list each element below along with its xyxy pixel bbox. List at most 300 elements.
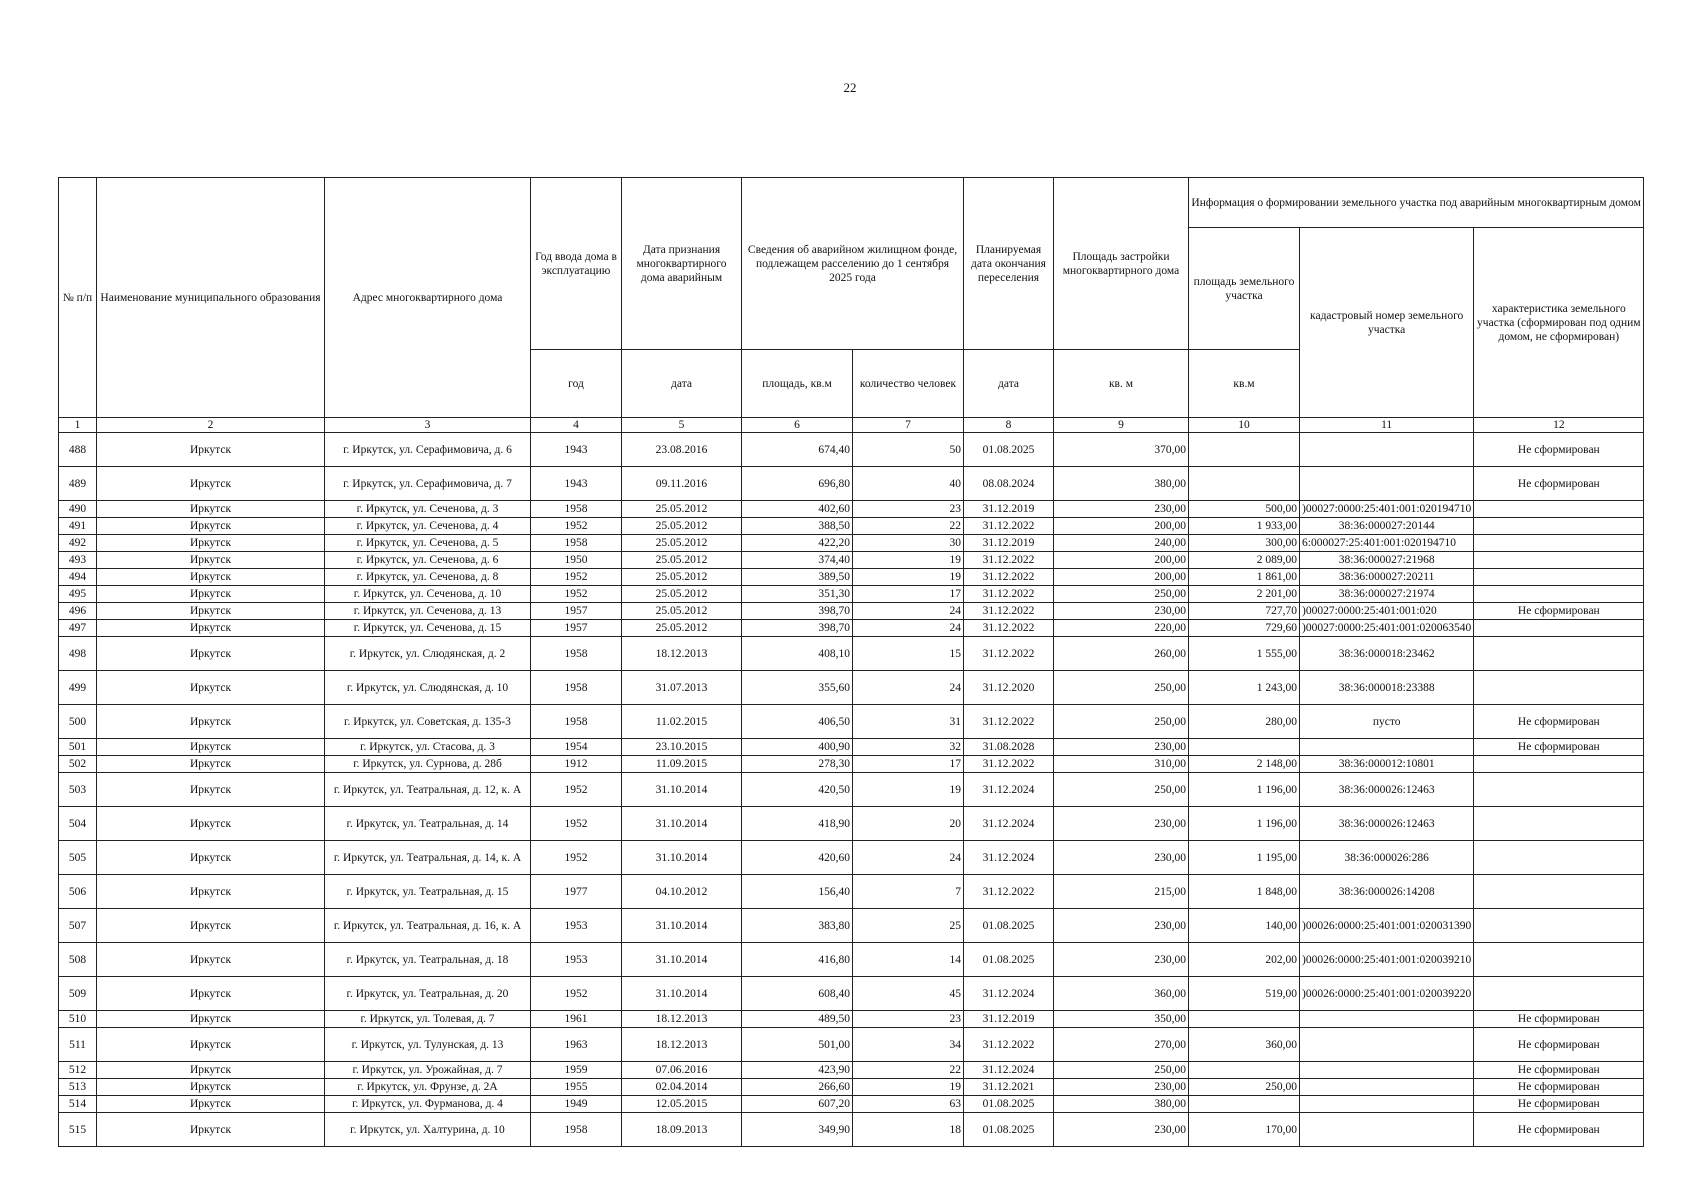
row-number: 510 (59, 1011, 97, 1028)
cadastral-number-text: )00027:0000:25:401:001:020 (1302, 605, 1437, 617)
build-area-cell: 380,00 (1054, 467, 1189, 501)
people-count-cell: 23 (853, 1011, 964, 1028)
date-recognized-cell: 25.05.2012 (622, 586, 742, 603)
cadastral-number-text: )00026:0000:25:401:001:020031390 (1302, 919, 1472, 932)
header-unit-date: дата (622, 350, 742, 418)
row-number: 512 (59, 1062, 97, 1079)
row-number: 488 (59, 433, 97, 467)
date-recognized-cell: 25.05.2012 (622, 535, 742, 552)
table-row (59, 875, 1644, 909)
date-recognized-cell: 25.05.2012 (622, 620, 742, 637)
people-count-cell: 22 (853, 518, 964, 535)
address-cell: г. Иркутск, ул. Серафимовича, д. 6 (325, 433, 531, 467)
address-cell: г. Иркутск, ул. Советская, д. 135-3 (325, 705, 531, 739)
cadastral-number-cell (1300, 467, 1474, 501)
planned-date-cell: 31.12.2022 (964, 875, 1054, 909)
land-area-cell: 519,00 (1189, 977, 1300, 1011)
municipality-cell: Иркутск (97, 1096, 325, 1113)
row-number: 509 (59, 977, 97, 1011)
year-built-cell: 1952 (531, 807, 622, 841)
build-area-cell: 260,00 (1054, 637, 1189, 671)
land-characteristic-cell (1474, 841, 1644, 875)
cadastral-number-cell (1300, 535, 1474, 552)
header-no: № п/п (59, 178, 97, 418)
row-number: 503 (59, 773, 97, 807)
area-cell: 402,60 (742, 501, 853, 518)
cadastral-number-cell (1300, 603, 1474, 620)
table-row (59, 1096, 1644, 1113)
people-count-cell: 40 (853, 467, 964, 501)
year-built-cell: 1952 (531, 586, 622, 603)
people-count-cell: 24 (853, 603, 964, 620)
cadastral-number-cell (1300, 1062, 1474, 1079)
header-address: Адрес многоквартирного дома (325, 178, 531, 418)
table-row (59, 671, 1644, 705)
build-area-cell: 230,00 (1054, 739, 1189, 756)
land-area-cell (1189, 433, 1300, 467)
municipality-cell: Иркутск (97, 705, 325, 739)
planned-date-cell: 08.08.2024 (964, 467, 1054, 501)
address-cell: г. Иркутск, ул. Сеченова, д. 3 (325, 501, 531, 518)
row-number: 490 (59, 501, 97, 518)
planned-date-cell: 31.12.2022 (964, 586, 1054, 603)
year-built-cell: 1958 (531, 671, 622, 705)
header-unit-land-sqm: кв.м (1189, 350, 1300, 418)
build-area-cell: 380,00 (1054, 1096, 1189, 1113)
area-cell: 383,80 (742, 909, 853, 943)
table-row (59, 501, 1644, 518)
date-recognized-cell: 18.12.2013 (622, 1011, 742, 1028)
cadastral-number-cell: 38:36:000027:21974 (1300, 586, 1474, 603)
land-characteristic-cell: Не сформирован (1474, 1113, 1644, 1147)
municipality-cell: Иркутск (97, 841, 325, 875)
planned-date-cell: 31.12.2022 (964, 637, 1054, 671)
land-characteristic-cell (1474, 620, 1644, 637)
land-characteristic-cell: Не сформирован (1474, 739, 1644, 756)
planned-date-cell: 31.12.2020 (964, 671, 1054, 705)
column-number: 7 (853, 418, 964, 433)
cadastral-number-cell: 38:36:000026:14208 (1300, 875, 1474, 909)
year-built-cell: 1955 (531, 1079, 622, 1096)
people-count-cell: 17 (853, 756, 964, 773)
build-area-cell: 230,00 (1054, 1113, 1189, 1147)
planned-date-cell: 31.12.2022 (964, 620, 1054, 637)
people-count-cell: 32 (853, 739, 964, 756)
people-count-cell: 17 (853, 586, 964, 603)
municipality-cell: Иркутск (97, 1011, 325, 1028)
address-cell: г. Иркутск, ул. Халтурина, д. 10 (325, 1113, 531, 1147)
date-recognized-cell: 25.05.2012 (622, 569, 742, 586)
people-count-cell: 15 (853, 637, 964, 671)
build-area-cell: 270,00 (1054, 1028, 1189, 1062)
planned-date-cell: 31.12.2019 (964, 1011, 1054, 1028)
date-recognized-cell: 31.10.2014 (622, 807, 742, 841)
column-number: 5 (622, 418, 742, 433)
land-area-cell: 1 195,00 (1189, 841, 1300, 875)
table-row (59, 943, 1644, 977)
row-number: 500 (59, 705, 97, 739)
date-recognized-cell: 25.05.2012 (622, 501, 742, 518)
year-built-cell: 1952 (531, 773, 622, 807)
area-cell: 674,40 (742, 433, 853, 467)
year-built-cell: 1943 (531, 433, 622, 467)
area-cell: 423,90 (742, 1062, 853, 1079)
planned-date-cell: 01.08.2025 (964, 433, 1054, 467)
municipality-cell: Иркутск (97, 773, 325, 807)
build-area-cell: 350,00 (1054, 1011, 1189, 1028)
date-recognized-cell: 18.09.2013 (622, 1113, 742, 1147)
year-built-cell: 1912 (531, 756, 622, 773)
address-cell: г. Иркутск, ул. Сеченова, д. 6 (325, 552, 531, 569)
land-area-cell: 250,00 (1189, 1079, 1300, 1096)
land-area-cell: 1 933,00 (1189, 518, 1300, 535)
header-unit-year: год (531, 350, 622, 418)
area-cell: 608,40 (742, 977, 853, 1011)
cadastral-number-text: 6:000027:25:401:001:020194710 (1302, 537, 1456, 549)
planned-date-cell: 31.08.2028 (964, 739, 1054, 756)
row-number: 495 (59, 586, 97, 603)
year-built-cell: 1953 (531, 909, 622, 943)
address-cell: г. Иркутск, ул. Фурманова, д. 4 (325, 1096, 531, 1113)
address-cell: г. Иркутск, ул. Толевая, д. 7 (325, 1011, 531, 1028)
address-cell: г. Иркутск, ул. Сеченова, д. 10 (325, 586, 531, 603)
header-land-char: характеристика земельного участка (сформирован под одним домом, не сформирован) (1474, 228, 1644, 418)
date-recognized-cell: 31.10.2014 (622, 943, 742, 977)
area-cell: 398,70 (742, 620, 853, 637)
land-characteristic-cell: Не сформирован (1474, 1062, 1644, 1079)
date-recognized-cell: 31.10.2014 (622, 977, 742, 1011)
planned-date-cell: 31.12.2022 (964, 569, 1054, 586)
build-area-cell: 250,00 (1054, 773, 1189, 807)
cadastral-number-cell (1300, 1079, 1474, 1096)
build-area-cell: 250,00 (1054, 671, 1189, 705)
land-characteristic-cell (1474, 586, 1644, 603)
date-recognized-cell: 02.04.2014 (622, 1079, 742, 1096)
cadastral-number-text: )00027:0000:25:401:001:020194710 (1302, 503, 1472, 515)
planned-date-cell: 31.12.2022 (964, 552, 1054, 569)
address-cell: г. Иркутск, ул. Театральная, д. 16, к. А (325, 909, 531, 943)
emergency-housing-table (58, 177, 1644, 1147)
municipality-cell: Иркутск (97, 552, 325, 569)
address-cell: г. Иркутск, ул. Стасова, д. 3 (325, 739, 531, 756)
build-area-cell: 230,00 (1054, 807, 1189, 841)
page-number: 22 (843, 80, 857, 95)
land-area-cell: 300,00 (1189, 535, 1300, 552)
row-number: 502 (59, 756, 97, 773)
area-cell: 607,20 (742, 1096, 853, 1113)
header-build-area: Площадь застройки многоквартирного дома (1054, 178, 1189, 350)
table-row (59, 467, 1644, 501)
people-count-cell: 23 (853, 501, 964, 518)
year-built-cell: 1952 (531, 518, 622, 535)
column-number: 3 (325, 418, 531, 433)
build-area-cell: 230,00 (1054, 603, 1189, 620)
planned-date-cell: 01.08.2025 (964, 943, 1054, 977)
land-characteristic-cell: Не сформирован (1474, 1079, 1644, 1096)
year-built-cell: 1943 (531, 467, 622, 501)
land-characteristic-cell (1474, 909, 1644, 943)
land-area-cell: 500,00 (1189, 501, 1300, 518)
municipality-cell: Иркутск (97, 467, 325, 501)
planned-date-cell: 31.12.2022 (964, 756, 1054, 773)
address-cell: г. Иркутск, ул. Театральная, д. 20 (325, 977, 531, 1011)
planned-date-cell: 31.12.2024 (964, 977, 1054, 1011)
land-characteristic-cell (1474, 807, 1644, 841)
cadastral-number-cell: пусто (1300, 705, 1474, 739)
municipality-cell: Иркутск (97, 807, 325, 841)
table-row (59, 552, 1644, 569)
people-count-cell: 19 (853, 1079, 964, 1096)
build-area-cell: 230,00 (1054, 909, 1189, 943)
row-number: 514 (59, 1096, 97, 1113)
area-cell: 406,50 (742, 705, 853, 739)
header-date-recognized: Дата признания многоквартирного дома аварийным (622, 178, 742, 350)
header-unit-people: количество человек (853, 350, 964, 418)
build-area-cell: 230,00 (1054, 501, 1189, 518)
municipality-cell: Иркутск (97, 433, 325, 467)
year-built-cell: 1957 (531, 620, 622, 637)
land-area-cell: 360,00 (1189, 1028, 1300, 1062)
cadastral-number-cell (1300, 1028, 1474, 1062)
column-number: 12 (1474, 418, 1644, 433)
people-count-cell: 45 (853, 977, 964, 1011)
area-cell: 398,70 (742, 603, 853, 620)
people-count-cell: 63 (853, 1096, 964, 1113)
people-count-cell: 24 (853, 671, 964, 705)
planned-date-cell: 31.12.2024 (964, 807, 1054, 841)
header-fund-info: Сведения об аварийном жилищном фонде, подлежащем расселению до 1 сентября 2025 года (742, 178, 964, 350)
land-characteristic-cell: Не сформирован (1474, 1028, 1644, 1062)
build-area-cell: 200,00 (1054, 569, 1189, 586)
land-area-cell (1189, 739, 1300, 756)
planned-date-cell: 31.12.2024 (964, 1062, 1054, 1079)
cadastral-number-cell: 38:36:000026:12463 (1300, 807, 1474, 841)
area-cell: 418,90 (742, 807, 853, 841)
people-count-cell: 31 (853, 705, 964, 739)
municipality-cell: Иркутск (97, 756, 325, 773)
table-row (59, 518, 1644, 535)
address-cell: г. Иркутск, ул. Театральная, д. 14, к. А (325, 841, 531, 875)
date-recognized-cell: 23.08.2016 (622, 433, 742, 467)
land-area-cell (1189, 1011, 1300, 1028)
header-year-built: Год ввода дома в эксплуатацию (531, 178, 622, 350)
planned-date-cell: 31.12.2022 (964, 705, 1054, 739)
table-row (59, 1062, 1644, 1079)
land-characteristic-cell (1474, 569, 1644, 586)
area-cell: 696,80 (742, 467, 853, 501)
municipality-cell: Иркутск (97, 875, 325, 909)
header-land-info: Информация о формировании земельного участка под аварийным многоквартирным домом (1189, 178, 1644, 228)
column-number: 1 (59, 418, 97, 433)
land-area-cell: 202,00 (1189, 943, 1300, 977)
municipality-cell: Иркутск (97, 501, 325, 518)
area-cell: 389,50 (742, 569, 853, 586)
planned-date-cell: 01.08.2025 (964, 1096, 1054, 1113)
people-count-cell: 24 (853, 620, 964, 637)
build-area-cell: 250,00 (1054, 586, 1189, 603)
municipality-cell: Иркутск (97, 535, 325, 552)
planned-date-cell: 31.12.2022 (964, 518, 1054, 535)
municipality-cell: Иркутск (97, 1079, 325, 1096)
table-row (59, 841, 1644, 875)
build-area-cell: 370,00 (1054, 433, 1189, 467)
address-cell: г. Иркутск, ул. Сеченова, д. 5 (325, 535, 531, 552)
date-recognized-cell: 07.06.2016 (622, 1062, 742, 1079)
row-number: 515 (59, 1113, 97, 1147)
address-cell: г. Иркутск, ул. Театральная, д. 15 (325, 875, 531, 909)
land-characteristic-cell (1474, 875, 1644, 909)
table-row (59, 1011, 1644, 1028)
area-cell: 420,50 (742, 773, 853, 807)
year-built-cell: 1952 (531, 841, 622, 875)
land-area-cell (1189, 467, 1300, 501)
cadastral-number-cell (1300, 433, 1474, 467)
planned-date-cell: 01.08.2025 (964, 909, 1054, 943)
address-cell: г. Иркутск, ул. Серафимовича, д. 7 (325, 467, 531, 501)
cadastral-number-cell (1300, 909, 1474, 943)
row-number: 505 (59, 841, 97, 875)
column-number: 2 (97, 418, 325, 433)
header-unit-plan-date: дата (964, 350, 1054, 418)
area-cell: 156,40 (742, 875, 853, 909)
table-row (59, 739, 1644, 756)
cadastral-number-cell (1300, 1113, 1474, 1147)
build-area-cell: 230,00 (1054, 841, 1189, 875)
land-characteristic-cell (1474, 637, 1644, 671)
row-number: 493 (59, 552, 97, 569)
row-number: 491 (59, 518, 97, 535)
area-cell: 422,20 (742, 535, 853, 552)
build-area-cell: 310,00 (1054, 756, 1189, 773)
build-area-cell: 250,00 (1054, 705, 1189, 739)
row-number: 497 (59, 620, 97, 637)
column-number: 11 (1300, 418, 1474, 433)
table-row (59, 637, 1644, 671)
area-cell: 400,90 (742, 739, 853, 756)
people-count-cell: 22 (853, 1062, 964, 1079)
people-count-cell: 18 (853, 1113, 964, 1147)
land-characteristic-cell (1474, 943, 1644, 977)
municipality-cell: Иркутск (97, 943, 325, 977)
municipality-cell: Иркутск (97, 909, 325, 943)
area-cell: 351,30 (742, 586, 853, 603)
table-row (59, 1028, 1644, 1062)
header-cadastral: кадастровый номер земельного участка (1300, 228, 1474, 418)
row-number: 492 (59, 535, 97, 552)
people-count-cell: 50 (853, 433, 964, 467)
municipality-cell: Иркутск (97, 637, 325, 671)
header-unit-area: площадь, кв.м (742, 350, 853, 418)
area-cell: 420,60 (742, 841, 853, 875)
cadastral-number-text: )00027:0000:25:401:001:020063540 (1302, 622, 1472, 634)
municipality-cell: Иркутск (97, 739, 325, 756)
year-built-cell: 1959 (531, 1062, 622, 1079)
land-area-cell (1189, 1096, 1300, 1113)
people-count-cell: 19 (853, 773, 964, 807)
area-cell: 266,60 (742, 1079, 853, 1096)
year-built-cell: 1958 (531, 501, 622, 518)
table-row (59, 977, 1644, 1011)
row-number: 496 (59, 603, 97, 620)
municipality-cell: Иркутск (97, 977, 325, 1011)
address-cell: г. Иркутск, ул. Театральная, д. 18 (325, 943, 531, 977)
build-area-cell: 250,00 (1054, 1062, 1189, 1079)
cadastral-number-text: )00026:0000:25:401:001:020039220 (1302, 987, 1472, 1000)
area-cell: 388,50 (742, 518, 853, 535)
cadastral-number-cell (1300, 1096, 1474, 1113)
row-number: 513 (59, 1079, 97, 1096)
table-row (59, 756, 1644, 773)
table-row (59, 1079, 1644, 1096)
municipality-cell: Иркутск (97, 1062, 325, 1079)
address-cell: г. Иркутск, ул. Тулунская, д. 13 (325, 1028, 531, 1062)
people-count-cell: 25 (853, 909, 964, 943)
address-cell: г. Иркутск, ул. Сеченова, д. 15 (325, 620, 531, 637)
municipality-cell: Иркутск (97, 1028, 325, 1062)
cadastral-number-cell (1300, 977, 1474, 1011)
land-area-cell: 729,60 (1189, 620, 1300, 637)
header-land-area: площадь земельного участка (1189, 228, 1300, 350)
land-characteristic-cell: Не сформирован (1474, 705, 1644, 739)
people-count-cell: 34 (853, 1028, 964, 1062)
column-number: 6 (742, 418, 853, 433)
date-recognized-cell: 18.12.2013 (622, 637, 742, 671)
area-cell: 489,50 (742, 1011, 853, 1028)
row-number: 494 (59, 569, 97, 586)
address-cell: г. Иркутск, ул. Урожайная, д. 7 (325, 1062, 531, 1079)
land-area-cell: 140,00 (1189, 909, 1300, 943)
land-area-cell: 1 243,00 (1189, 671, 1300, 705)
planned-date-cell: 31.12.2022 (964, 603, 1054, 620)
land-characteristic-cell (1474, 671, 1644, 705)
land-area-cell: 727,70 (1189, 603, 1300, 620)
land-area-cell: 1 196,00 (1189, 773, 1300, 807)
year-built-cell: 1949 (531, 1096, 622, 1113)
people-count-cell: 19 (853, 552, 964, 569)
address-cell: г. Иркутск, ул. Сеченова, д. 13 (325, 603, 531, 620)
cadastral-number-cell: 38:36:000027:20211 (1300, 569, 1474, 586)
year-built-cell: 1957 (531, 603, 622, 620)
municipality-cell: Иркутск (97, 518, 325, 535)
land-characteristic-cell (1474, 773, 1644, 807)
row-number: 507 (59, 909, 97, 943)
table-row (59, 909, 1644, 943)
land-characteristic-cell (1474, 977, 1644, 1011)
table-row (59, 535, 1644, 552)
row-number: 504 (59, 807, 97, 841)
area-cell: 374,40 (742, 552, 853, 569)
date-recognized-cell: 25.05.2012 (622, 552, 742, 569)
land-characteristic-cell: Не сформирован (1474, 1096, 1644, 1113)
date-recognized-cell: 11.09.2015 (622, 756, 742, 773)
people-count-cell: 24 (853, 841, 964, 875)
cadastral-number-cell (1300, 620, 1474, 637)
date-recognized-cell: 09.11.2016 (622, 467, 742, 501)
municipality-cell: Иркутск (97, 671, 325, 705)
table-row (59, 773, 1644, 807)
municipality-cell: Иркутск (97, 620, 325, 637)
build-area-cell: 360,00 (1054, 977, 1189, 1011)
row-number: 511 (59, 1028, 97, 1062)
cadastral-number-cell: 38:36:000012:10801 (1300, 756, 1474, 773)
cadastral-number-cell: 38:36:000026:286 (1300, 841, 1474, 875)
address-cell: г. Иркутск, ул. Слюдянская, д. 2 (325, 637, 531, 671)
cadastral-number-text: )00026:0000:25:401:001:020039210 (1302, 953, 1472, 966)
address-cell: г. Иркутск, ул. Театральная, д. 12, к. А (325, 773, 531, 807)
date-recognized-cell: 04.10.2012 (622, 875, 742, 909)
header-planned-date: Планируемая дата окончания переселения (964, 178, 1054, 350)
land-area-cell (1189, 1062, 1300, 1079)
